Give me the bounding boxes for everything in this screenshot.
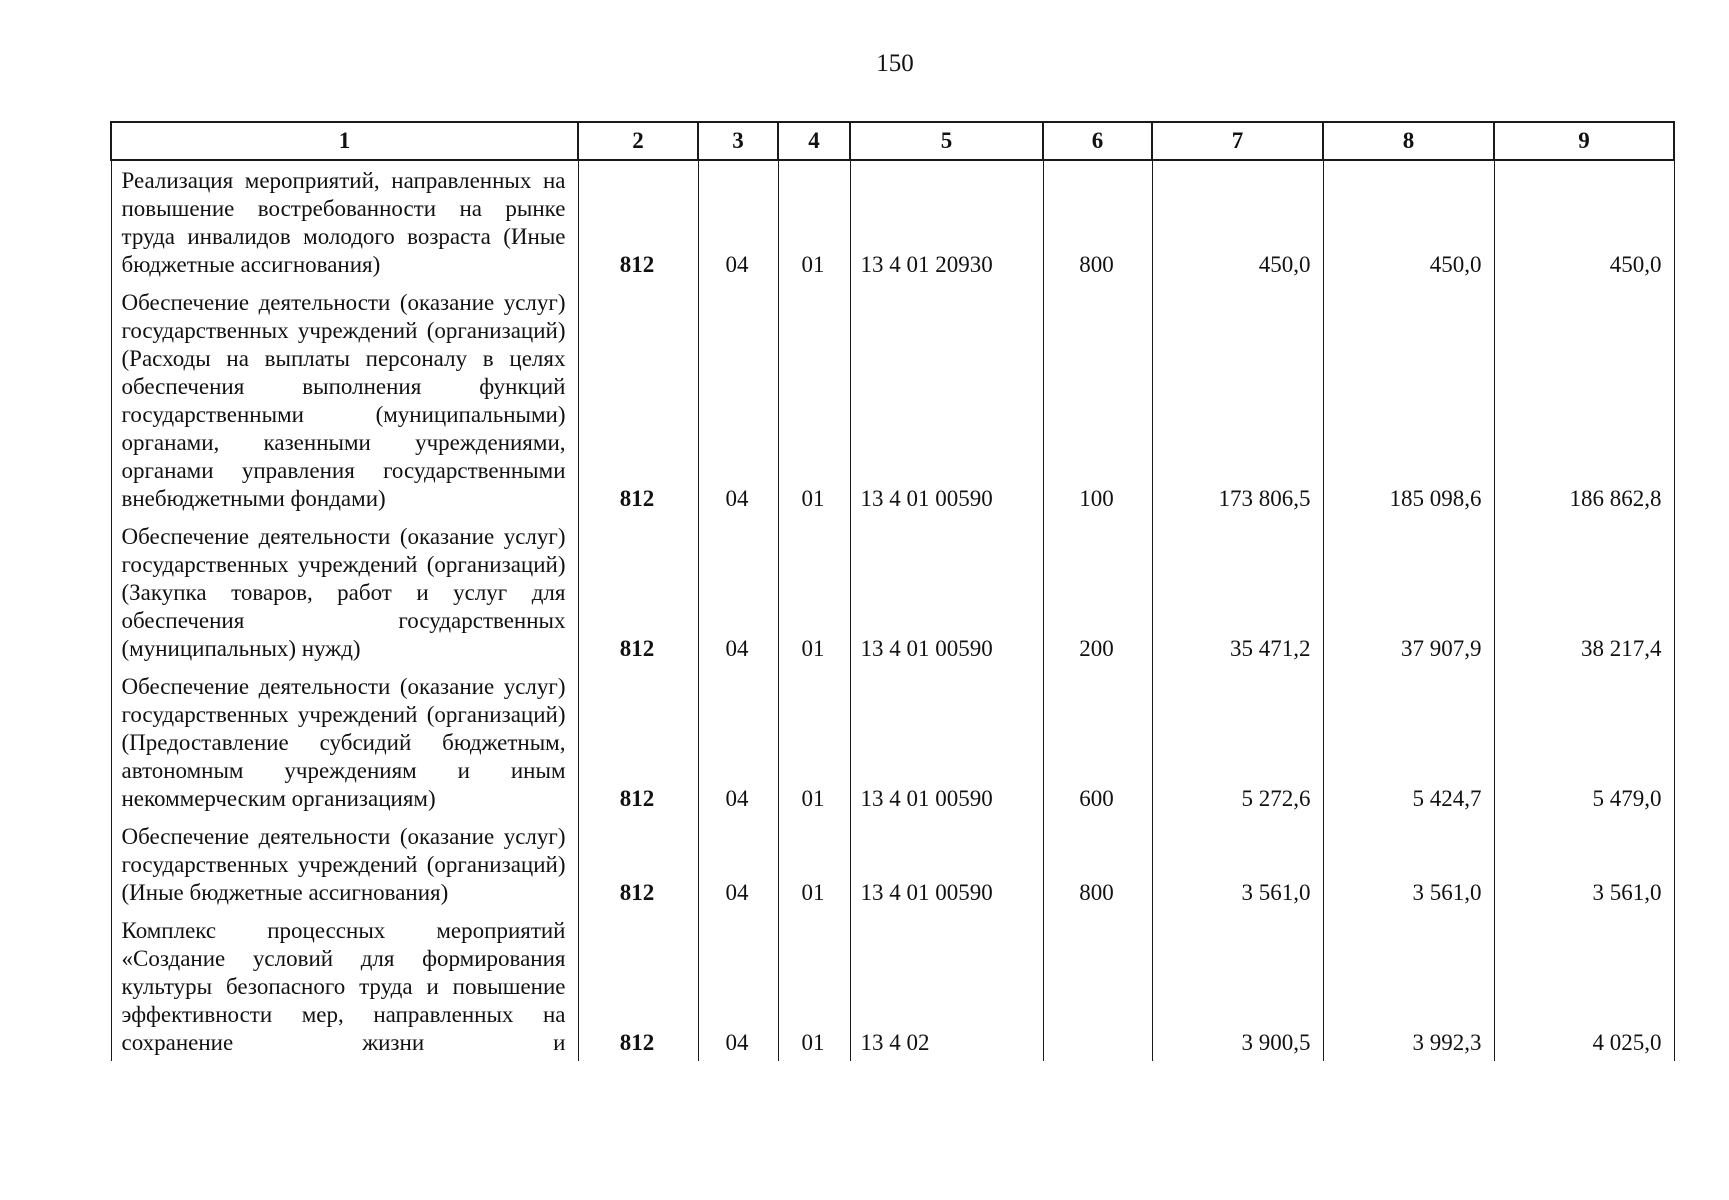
row-description: Обеспечение деятельности (оказание услуг) государственных учреждений (организаций) (Расходы на выплаты персоналу в целях обеспечения выполнения функций государственными (муниципальными) органами, казенными учреждениями, органами управления государственными внебюджетными фондами)	[111, 283, 578, 517]
budget-table	[110, 121, 1675, 1061]
cell-col9: 5 479,0	[1494, 667, 1674, 817]
cell-col8: 5 424,7	[1323, 667, 1494, 817]
cell-col6: 800	[1043, 817, 1152, 911]
cell-col8: 185 098,6	[1323, 283, 1494, 517]
cell-col9: 4 025,0	[1494, 911, 1674, 1061]
cell-col5: 13 4 01 00590	[850, 817, 1043, 911]
cell-col3: 04	[698, 160, 778, 283]
cell-col7: 5 272,6	[1152, 667, 1323, 817]
row-description: Обеспечение деятельности (оказание услуг) государственных учреждений (организаций) (Предоставление субсидий бюджетным, автономным учреждениям и иным некоммерческим организациям)	[111, 667, 578, 817]
header-col-1: 1	[111, 122, 578, 160]
cell-col9: 186 862,8	[1494, 283, 1674, 517]
cell-col2: 812	[578, 283, 698, 517]
cell-col9: 3 561,0	[1494, 817, 1674, 911]
cell-col8: 3 992,3	[1323, 911, 1494, 1061]
table-row	[111, 517, 1674, 667]
cell-col6: 100	[1043, 283, 1152, 517]
cell-col2: 812	[578, 160, 698, 283]
cell-col5: 13 4 01 00590	[850, 283, 1043, 517]
header-col-2: 2	[578, 122, 698, 160]
cell-col5: 13 4 01 20930	[850, 160, 1043, 283]
table-row	[111, 667, 1674, 817]
page-number: 150	[876, 50, 914, 77]
cell-col8: 3 561,0	[1323, 817, 1494, 911]
cell-col6: 200	[1043, 517, 1152, 667]
row-description: Обеспечение деятельности (оказание услуг) государственных учреждений (организаций) (Закупка товаров, работ и услуг для обеспечения государственных (муниципальных) нужд)	[111, 517, 578, 667]
table-row	[111, 160, 1674, 283]
cell-col3: 04	[698, 283, 778, 517]
cell-col2: 812	[578, 911, 698, 1061]
cell-col3: 04	[698, 667, 778, 817]
header-col-9: 9	[1494, 122, 1674, 160]
cell-col9: 450,0	[1494, 160, 1674, 283]
cell-col4: 01	[778, 160, 850, 283]
cell-col4: 01	[778, 667, 850, 817]
cell-col3: 04	[698, 911, 778, 1061]
cell-col9: 38 217,4	[1494, 517, 1674, 667]
cell-col2: 812	[578, 817, 698, 911]
cell-col4: 01	[778, 911, 850, 1061]
header-row	[111, 122, 1674, 160]
cell-col5: 13 4 01 00590	[850, 517, 1043, 667]
table-row	[111, 283, 1674, 517]
header-col-6: 6	[1043, 122, 1152, 160]
cell-col6: 600	[1043, 667, 1152, 817]
cell-col7: 450,0	[1152, 160, 1323, 283]
cell-col6	[1043, 911, 1152, 1061]
header-col-4: 4	[778, 122, 850, 160]
table-row	[111, 817, 1674, 911]
header-col-5: 5	[850, 122, 1043, 160]
header-col-8: 8	[1323, 122, 1494, 160]
header-col-7: 7	[1152, 122, 1323, 160]
cell-col4: 01	[778, 517, 850, 667]
cell-col5: 13 4 02	[850, 911, 1043, 1061]
cell-col5: 13 4 01 00590	[850, 667, 1043, 817]
cell-col8: 37 907,9	[1323, 517, 1494, 667]
row-description: Комплекс процессных мероприятий «Создание условий для формирования культуры безопасного труда и повышение эффективности мер, направленных на сохранение жизни и	[111, 911, 578, 1061]
row-description: Реализация мероприятий, направленных на повышение востребованности на рынке труда инвалидов молодого возраста (Иные бюджетные ассигнования)	[111, 160, 578, 283]
cell-col2: 812	[578, 517, 698, 667]
table-row	[111, 911, 1674, 1061]
cell-col2: 812	[578, 667, 698, 817]
header-col-3: 3	[698, 122, 778, 160]
cell-col3: 04	[698, 817, 778, 911]
cell-col7: 3 561,0	[1152, 817, 1323, 911]
cell-col3: 04	[698, 517, 778, 667]
cell-col8: 450,0	[1323, 160, 1494, 283]
cell-col6: 800	[1043, 160, 1152, 283]
cell-col4: 01	[778, 283, 850, 517]
cell-col7: 3 900,5	[1152, 911, 1323, 1061]
row-description: Обеспечение деятельности (оказание услуг) государственных учреждений (организаций) (Иные бюджетные ассигнования)	[111, 817, 578, 911]
cell-col4: 01	[778, 817, 850, 911]
cell-col7: 173 806,5	[1152, 283, 1323, 517]
cell-col7: 35 471,2	[1152, 517, 1323, 667]
